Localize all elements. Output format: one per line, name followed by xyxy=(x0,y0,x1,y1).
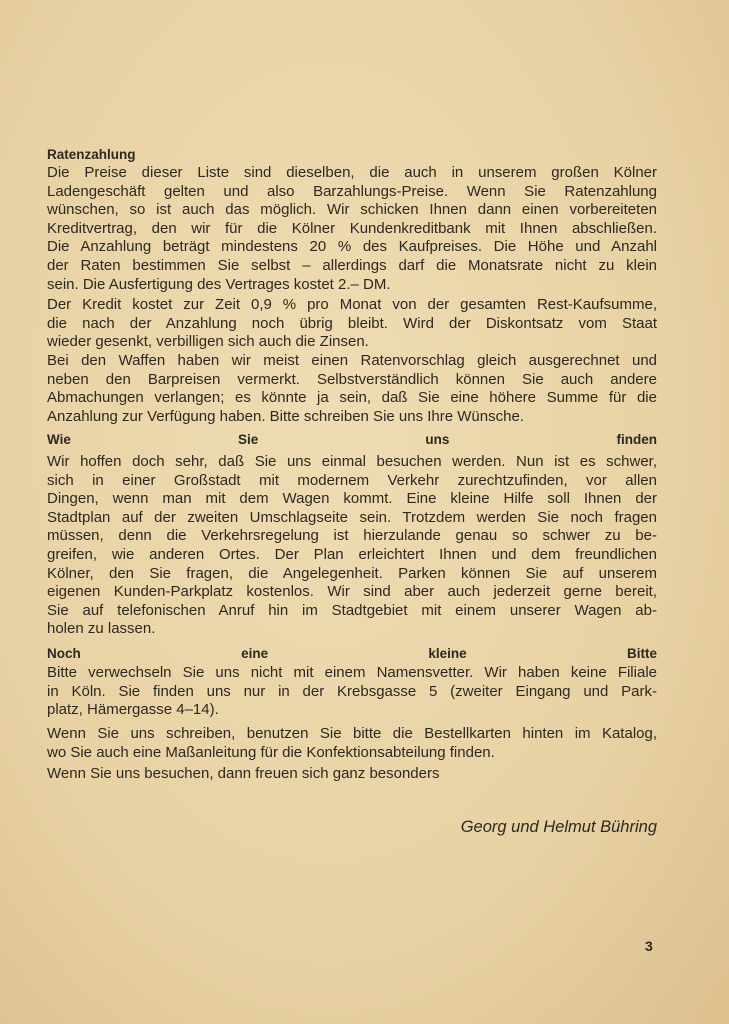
paragraph xyxy=(47,164,657,294)
text-line: Der Kredit kostet zur Zeit 0,9 % pro Monat von der gesamten Rest-Kaufsumme, xyxy=(47,296,657,313)
text-line: Bitte verwechseln Sie uns nicht mit einem Namensvetter. Wir haben keine Filiale xyxy=(47,664,657,681)
text-line: Kreditvertrag, den wir für die Kölner Kundenkreditbank mit Ihnen abschließen. xyxy=(47,219,657,237)
text-line: Wir hoffen doch sehr, daß Sie uns einmal besuchen werden. Nun ist es schwer, xyxy=(47,453,657,470)
text-line: neben den Barpreisen vermerkt. Selbstverständlich können Sie auch andere xyxy=(47,370,657,388)
text-line: greifen, wie anderen Ortes. Der Plan erleichtert Ihnen und dem freundlichen xyxy=(47,545,657,563)
text-line: Die Preise dieser Liste sind dieselben, die auch in unserem großen Kölner xyxy=(47,164,657,181)
text-line: Wenn Sie uns besuchen, dann freuen sich ganz besonders xyxy=(47,765,440,782)
text-line: wieder gesenkt, verbilligen sich auch die Zinsen. xyxy=(47,333,369,351)
text-line: Bei den Waffen haben wir meist einen Ratenvorschlag gleich ausgerechnet und xyxy=(47,352,657,369)
section-heading: Wie Sie uns finden xyxy=(47,432,657,447)
text-line: wo Sie auch eine Maßanleitung für die Konfektionsabteilung finden. xyxy=(47,743,495,761)
signature: Georg und Helmut Bühring xyxy=(460,818,657,836)
paragraph xyxy=(47,664,657,720)
paragraph xyxy=(47,725,657,762)
text-line: Dingen, wenn man mit dem Wagen kommt. Eine kleine Hilfe soll Ihnen der xyxy=(47,490,657,508)
text-line: Sie auf telefonischen Anruf hin im Stadtgebiet mit einem unserer Wagen ab- xyxy=(47,601,657,619)
paragraph xyxy=(47,453,657,639)
text-line: Wenn Sie uns schreiben, benutzen Sie bitte die Bestellkarten hinten im Katalog, xyxy=(47,725,657,742)
text-line: Ladengeschäft gelten und also Barzahlungs-Preise. Wenn Sie Ratenzahlung xyxy=(47,182,657,200)
text-line: Kölner, den Sie fragen, die Angelegenheit. Parken können Sie auf unserem xyxy=(47,564,657,582)
text-line: der Raten bestimmen Sie selbst – allerdings darf die Monatsrate nicht zu klein xyxy=(47,256,657,274)
page-number: 3 xyxy=(645,938,653,954)
text-line: wünschen, so ist auch das möglich. Wir schicken Ihnen dann einen vorbereiteten xyxy=(47,201,657,219)
section-heading: Ratenzahlung xyxy=(47,147,136,162)
text-line: Anzahlung zur Verfügung haben. Bitte schreiben Sie uns Ihre Wünsche. xyxy=(47,407,524,425)
text-line: sich in einer Großstadt mit modernem Verkehr zurechtzufinden, vor allen xyxy=(47,471,657,489)
text-line: holen zu lassen. xyxy=(47,620,156,638)
text-line: Die Anzahlung beträgt mindestens 20 % des Kaufpreises. Die Höhe und Anzahl xyxy=(47,238,657,256)
text-line: eigenen Kunden-Parkplatz kostenlos. Wir sind aber auch jederzeit gerne bereit, xyxy=(47,583,657,601)
text-line: Abmachungen verlangen; es könnte ja sein, daß Sie eine höhere Summe für die xyxy=(47,389,657,407)
paragraph xyxy=(47,352,657,426)
text-line: Stadtplan auf der zweiten Umschlagseite sein. Trotzdem werden Sie noch fragen xyxy=(47,508,657,526)
text-line: in Köln. Sie finden uns nur in der Krebsgasse 5 (zweiter Eingang und Park- xyxy=(47,682,657,700)
text-line: sein. Die Ausfertigung des Vertrages kostet 2.– DM. xyxy=(47,275,391,293)
text-line: platz, Hämergasse 4–14). xyxy=(47,701,219,719)
paragraph xyxy=(47,296,657,352)
section-heading: Noch eine kleine Bitte xyxy=(47,646,657,661)
text-line: müssen, denn die Verkehrsregelung ist hierzulande genau so schwer zu be- xyxy=(47,527,657,545)
text-line: die nach der Anzahlung noch übrig bleibt. Wird der Diskontsatz vom Staat xyxy=(47,314,657,332)
paragraph xyxy=(47,765,657,784)
